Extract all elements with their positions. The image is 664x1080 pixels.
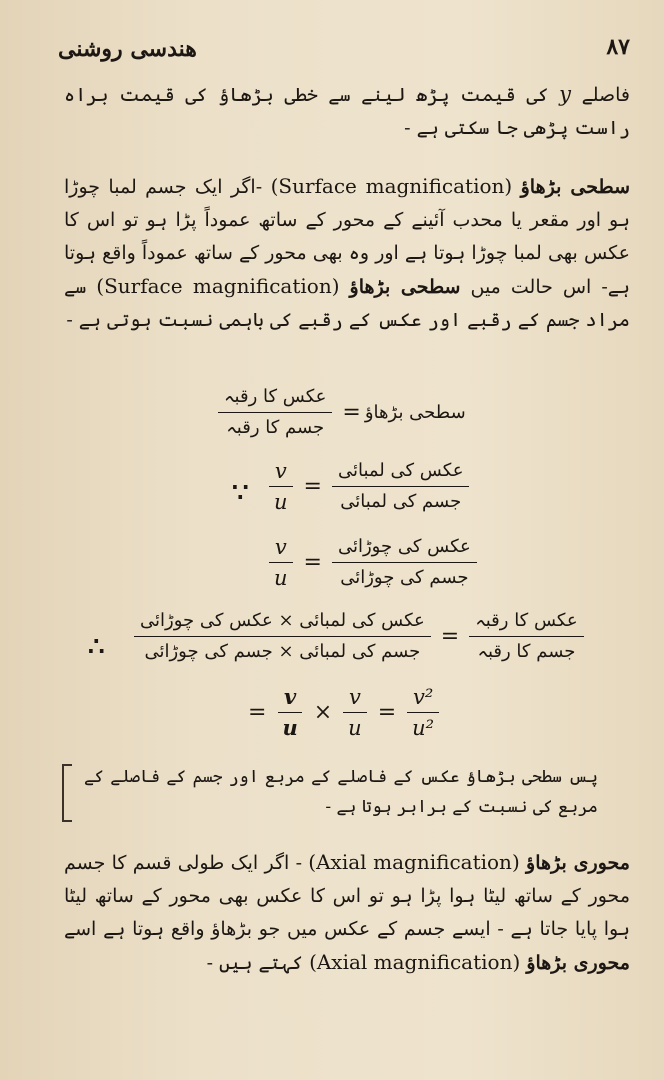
equation-width-ratio: [262, 534, 483, 591]
section-heading-surface: سطحی بڑھاؤ: [520, 176, 630, 198]
paragraph-intro: [64, 78, 630, 145]
eq3-fraction-left: [332, 534, 477, 591]
eq5-u2: u: [348, 716, 362, 740]
equation-v-over-u-squared: [244, 684, 446, 741]
eq1-denominator: جسم کا رقبہ: [226, 417, 325, 438]
eq4-right-numerator: عکس کی لمبائی × عکس کی چوڑائی: [134, 608, 431, 637]
equation-length-ratio: [262, 458, 475, 515]
eq4-equals: =: [440, 624, 460, 649]
paragraph-axial-magnification: [64, 846, 630, 980]
eq5-fraction-1: [276, 684, 303, 741]
paragraph-surface-magnification: [64, 170, 630, 337]
intro-text-a: فاصلے: [571, 84, 631, 106]
english-term-surface-2: (Surface magnification): [96, 274, 340, 298]
conclusion-paragraph: پس سطحی بڑھاؤ عکس کے فاصلے کے مربع اور جسم کے فاصلے کے مربع کی نسبت کے برابر ہوتا ہے -: [84, 767, 598, 817]
because-symbol: ∵: [232, 478, 249, 508]
eq5-equals-a: =: [248, 700, 267, 725]
axial-text-a: - اگر ایک طولی قسم کا جسم محور کے ساتھ لیٹا ہوا پڑا ہو تو اس کا عکس بھی محور کے ساتھ لیٹا ہوا پایا جاتا ہے - ایسے جسم کے عکس میں جو بڑھاؤ واقع ہوتا ہے اسے: [64, 852, 630, 940]
axial-text-b: کہتے ہیں -: [206, 952, 310, 974]
eq4-fraction-right: [134, 608, 431, 665]
eq5-u-squared: u²: [412, 716, 435, 740]
intro-text-b: کی قیمت پڑھ لینے سے خطی بڑھاؤ کی قیمت براہ راست پڑھی جا سکتی ہے -: [64, 84, 630, 139]
running-header-title: هندسی روشنی: [58, 36, 197, 62]
eq2-numerator: عکس کی لمبائی: [332, 458, 469, 487]
eq5-v1: v: [278, 684, 302, 713]
eq5-fraction-2: [342, 684, 368, 741]
eq1-numerator: عکس کا رقبہ: [218, 384, 332, 413]
eq2-denominator: جسم کی لمبائی: [340, 491, 462, 512]
eq2-fraction-left: [332, 458, 469, 515]
eq4-left-denominator: جسم کا رقبہ: [477, 641, 576, 662]
eq5-v-squared: v²: [407, 684, 439, 713]
eq3-fraction-right: [268, 534, 294, 591]
eq4-left-numerator: عکس کا رقبہ: [469, 608, 583, 637]
equation-area-ratio: [128, 608, 590, 665]
surface-text-a: -اگر ایک جسم لمبا چوڑا ہو اور مقعر یا محدب آئینے کے محور کے ساتھ عموداً پڑا ہو تو اس کا عکس بھی لمبا چوڑا ہوتا ہے اور وہ بھی محور کے ساتھ عموداً واقع ہوتا ہے- اس حالت میں: [64, 176, 631, 298]
eq4-fraction-left: [469, 608, 583, 665]
eq3-u: u: [274, 566, 288, 590]
surface-text-b: سے مراد جسم کے رقبے اور عکس کے رقبے کی باہمی نسبت ہوتی ہے -: [64, 276, 630, 331]
eq5-fraction-3: [406, 684, 440, 741]
eq2-u: u: [274, 490, 288, 514]
eq5-times: ×: [313, 700, 333, 725]
axial-heading-repeat: محوری بڑھاؤ: [526, 952, 630, 974]
eq5-equals-b: =: [377, 700, 397, 725]
variable-y: y: [559, 82, 572, 106]
eq3-v: v: [269, 534, 293, 563]
equation-surface-definition: [212, 384, 466, 441]
eq1-equals: =: [342, 400, 361, 425]
eq5-v2: v: [343, 684, 367, 713]
eq2-equals: =: [303, 474, 322, 499]
eq5-u1: u: [282, 715, 298, 740]
section-heading-axial: محوری بڑھاؤ: [526, 852, 630, 874]
eq2-fraction-right: [268, 458, 294, 515]
english-term-axial-2: (Axial magnification): [309, 950, 521, 974]
english-term-surface: (Surface magnification): [270, 174, 513, 198]
eq1-fraction: [218, 384, 332, 441]
eq2-v: v: [269, 458, 293, 487]
margin-bracket: [62, 764, 72, 822]
eq3-equals: =: [303, 550, 322, 575]
surface-heading-repeat: سطحی بڑھاؤ: [349, 276, 461, 298]
eq3-numerator: عکس کی چوڑائی: [332, 534, 477, 563]
page-number: ۸۷: [606, 34, 630, 60]
eq1-lhs: سطحی بڑھاؤ: [364, 402, 466, 423]
therefore-symbol: ∴: [88, 632, 105, 662]
eq3-denominator: جسم کی چوڑائی: [340, 567, 469, 588]
eq4-right-denominator: جسم کی لمبائی × جسم کی چوڑائی: [144, 641, 421, 662]
english-term-axial: (Axial magnification): [308, 850, 520, 874]
